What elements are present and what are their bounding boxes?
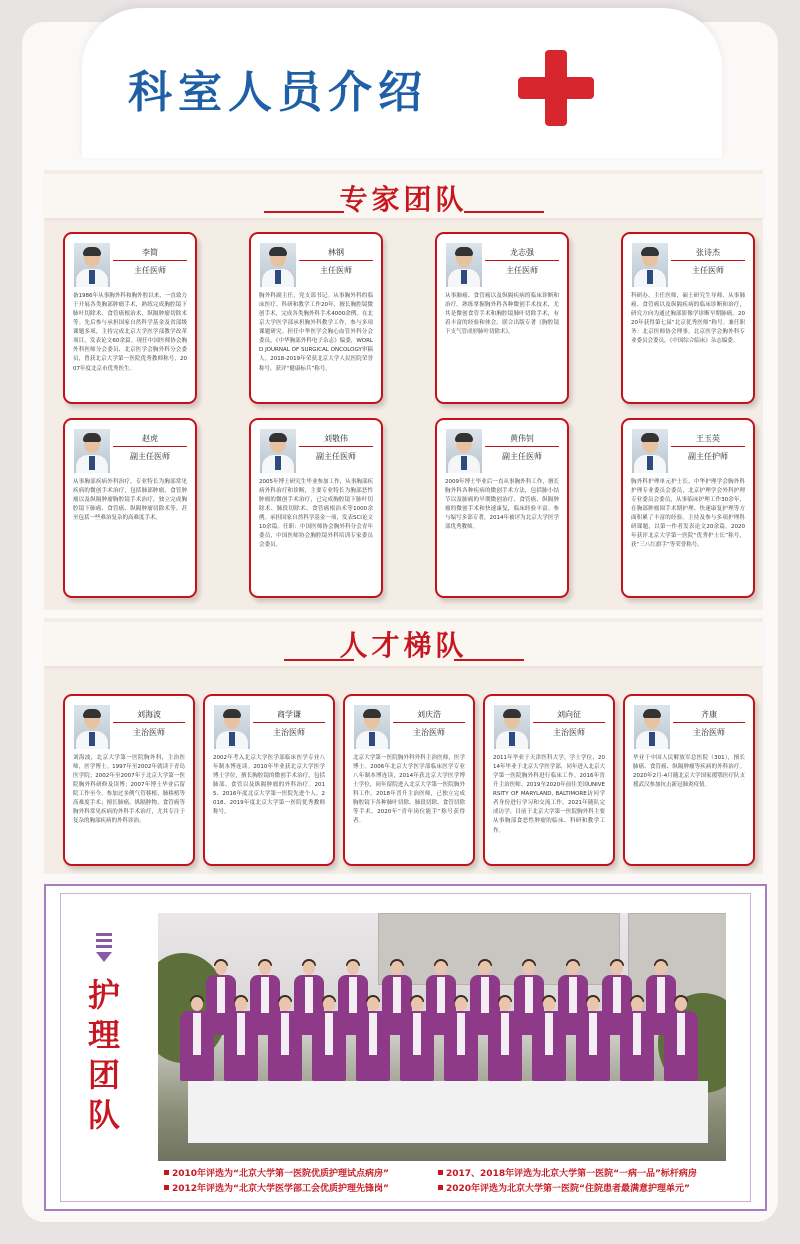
nurse-figure <box>356 1011 390 1081</box>
divider <box>671 446 745 447</box>
divider <box>113 260 187 261</box>
avatar <box>214 705 250 749</box>
person-role: 副主任医师 <box>130 452 170 461</box>
nurse-figure <box>312 1011 346 1081</box>
divider <box>533 722 605 723</box>
avatar <box>74 243 110 287</box>
divider <box>673 722 745 723</box>
avatar <box>634 705 670 749</box>
avatar <box>74 429 110 473</box>
award-line: 2012年评选为“北京大学医学部工会优质护理先锋岗” <box>164 1181 389 1194</box>
person-name: 刘敬伟 <box>324 434 348 443</box>
person-role: 主任医师 <box>692 266 724 275</box>
chevron-bar-icon <box>96 939 112 942</box>
person-description: 从事肺癌、食管癌以及纵隔疾病的临床诊断和治疗。熟练掌握胸外科各种微创手术技术，尤其是微创食管手术和胸腔镜肺叶切除手术，有着丰富的经验和体会。联合出版专著《胸腔镜下支气管成形肺叶切除术》。 <box>445 293 559 336</box>
person-description: 2002年考入北京大学医学部临床医学专业八年制本博连读。2010年毕业获北京大学医学博士学位，擅长胸腔镜的微创手术治疗，包括肺部、食管以及纵隔肿瘤的外科治疗。2015、2016年度北京大学第一医院先进个人。2018、2019年度北京大学第一医院优秀教师称号。 <box>213 755 325 816</box>
person-description: 胸外科副主任，党支部书记。从事胸外科的临床医疗、科研和教学工作20年，擅长胸腔镜微创手术，完成各类胸外科手术4000余例。在北京大学医学部承担胸外科教学工作，参与多项课题研究。担任中华医学会胸心血管外科分会委员，《中华胸部外科电子杂志》编委，WORLD JOURNAL OF SURGICAL ONCOLOGY审稿人。2018-2019年荣获北京大学人民医院荣誉称号，获评“健康标兵”称号。 <box>259 293 373 372</box>
person-card <box>63 694 195 866</box>
award-line: 2010年评选为“北京大学第一医院优质护理试点病房” <box>164 1166 389 1179</box>
person-card <box>435 232 569 404</box>
nursing-title-char: 队 <box>87 1096 120 1134</box>
award-line: 2020年评选为北京大学第一医院“住院患者最满意护理单元” <box>438 1181 690 1194</box>
person-card <box>623 694 755 866</box>
red-cross-icon <box>518 50 594 126</box>
person-card <box>249 232 383 404</box>
nursing-title-char: 理 <box>87 1016 120 1054</box>
person-card <box>435 418 569 598</box>
building <box>378 913 620 985</box>
avatar <box>446 429 482 473</box>
nurse-figure <box>400 1011 434 1081</box>
person-description: 胸外科护理单元护士长，中华护理学会胸外科护理专业委员会委员，北京护理学会外科护理专业委员会委员，从事临床护理工作30余年，在胸部肿瘤围手术期护理、快速康复护理等方面积累了丰富的经验。主持及参与多项护理科研课题，以第一作者发表论文20余篇。2020年获评北京大学第一医院“优秀护士长”称号，获“三八红旗手”等荣誉称号。 <box>631 479 745 549</box>
divider <box>299 260 373 261</box>
person-description: 毕业于中国人民解放军总医院（301），擅长肺癌、食管癌、纵隔肿瘤等疾病的外科治疗。2020年2月-4月随北京大学国家援鄂医疗队支援武汉参加抗击新冠肺炎疫情。 <box>633 755 745 789</box>
avatar <box>632 429 668 473</box>
person-description: 刘海波，北京大学第一医院胸外科，主治医师，医学博士。1997年至2002年就读于青岛医学院；2002年至2007年于北京大学第一医院胸外科研修及读博；2007年博士毕业后留院工作至今。参加过多例气管移植、肺移植等高难度手术；擅长肺癌、纵隔肿物、食管癌等胸外科常见疾病的外科手术治疗，尤其专注于复杂的胸部疾病的外科诊治。 <box>73 755 185 825</box>
person-card <box>63 418 197 598</box>
person-card <box>249 418 383 598</box>
person-role: 主治医师 <box>693 728 725 737</box>
divider <box>299 446 373 447</box>
person-role: 副主任医师 <box>502 452 542 461</box>
person-role: 主任医师 <box>134 266 166 275</box>
nurse-figure <box>620 1011 654 1081</box>
person-name: 王玉英 <box>696 434 720 443</box>
nurse-figure <box>532 1011 566 1081</box>
divider <box>485 260 559 261</box>
person-name: 林钢 <box>328 248 344 257</box>
person-name: 黄伟钊 <box>510 434 534 443</box>
person-card <box>483 694 615 866</box>
talent-title: 人才梯队 <box>339 629 468 662</box>
avatar <box>494 705 530 749</box>
person-description: 2011年毕业于天津医科大学，学士学位，2014年毕业于北京大学医学部，同年进入北京大学第一医院胸外科进行临床工作。2016年晋升主治医师。2019至2020年前往美国UNIVERSITY OF MARYLAND, BALTIMORE访问学者身份进行学习和交流工作。2021年随队完成访学，目前于北京大学第一医院胸外科主要从事胸部食恶性肿瘤的临床、科研和教学工作。 <box>493 755 605 834</box>
seated-row <box>188 1081 708 1143</box>
divider <box>485 446 559 447</box>
nurse-figure <box>224 1011 258 1081</box>
person-role: 主治医师 <box>413 728 445 737</box>
divider <box>113 446 187 447</box>
divider <box>393 722 465 723</box>
person-role: 副主任医师 <box>316 452 356 461</box>
person-description: 北京大学第一医院胸外科外科主治医师，医学博士。2006年北京大学医学部临床医学专业八年制本博连读，2014年获北京大学医学博士学位，同年留院进入北京大学第一医院胸外科工作。2018年晋升主治医师，已独立完成胸腔镜下各种肺叶切除、肺段切除、食管切除等手术。2020年“青年岗位能手”称号获得者。 <box>353 755 465 825</box>
nursing-title-char: 团 <box>87 1056 120 1094</box>
avatar <box>260 429 296 473</box>
nurse-figure <box>268 1011 302 1081</box>
expert-title: 专家团队 <box>339 183 468 216</box>
nurse-figure <box>488 1011 522 1081</box>
person-name: 龙志强 <box>510 248 534 257</box>
person-name: 刘庆浩 <box>417 710 441 719</box>
person-name: 赵虎 <box>142 434 158 443</box>
avatar <box>632 243 668 287</box>
avatar <box>74 705 110 749</box>
avatar <box>446 243 482 287</box>
person-name: 李简 <box>142 248 158 257</box>
person-description: 科研办，主任医师，硕士研究生导师，从事肺癌、食管癌以及纵隔疾病的临床诊断和治疗，研究方向为通过胸部影像学诊断早期肺癌。2020年获得第七届“北京优秀医师”称号。兼任职务：北京医师协会理事，北京医学会胸外科专业委员会委员，《中国综合临床》杂志编委。 <box>631 293 745 345</box>
person-role: 主治医师 <box>553 728 585 737</box>
nursing-title-char: 护 <box>87 976 120 1014</box>
nurse-figure <box>444 1011 478 1081</box>
person-name: 刘海波 <box>137 710 161 719</box>
person-card <box>621 232 755 404</box>
person-name: 商学谦 <box>277 710 301 719</box>
chevron-down-icon <box>96 952 112 962</box>
chevron-bar-icon <box>96 933 112 936</box>
person-role: 主治医师 <box>133 728 165 737</box>
nurse-figure <box>180 1011 214 1081</box>
person-description: 备1986年从事胸外科和胸外腔以来，一直致力于开展各类胸部肿瘤手术，熟练完成胸腔镜下肺叶切除术、食管癌根治术、纵隔肿瘤切除术等。先后参与承担国家自然科学基金及省部级课题多项，主持完成北京大学医学部教学改革项目，发表论文60余篇。现任中国医师协会胸外科医师分会委员、北京医学会胸外科分会委员，曾获北京大学第一医院优秀教师称号，2007年度北京市优秀医生。 <box>73 293 187 372</box>
divider <box>253 722 325 723</box>
nurse-figure <box>664 1011 698 1081</box>
nurse-figure <box>576 1011 610 1081</box>
person-card <box>63 232 197 404</box>
page-title: 科室人员介绍 <box>128 67 428 118</box>
divider <box>671 260 745 261</box>
avatar <box>260 243 296 287</box>
avatar <box>354 705 390 749</box>
person-name: 张诗杰 <box>696 248 720 257</box>
person-description: 2009年博士毕业后一直从事胸外科工作，擅长胸外科各种疾病的微创手术方法，包括肺小结节以及肺癌的早期微创治疗、食管癌、纵隔肿瘤的微创手术和快速康复，临床经验丰富。参与编写多部专著，2014年被评为北京大学医学部优秀教师。 <box>445 479 559 531</box>
person-role: 主任医师 <box>320 266 352 275</box>
person-card <box>343 694 475 866</box>
person-name: 刘向征 <box>557 710 581 719</box>
person-name: 齐康 <box>701 710 717 719</box>
person-card <box>621 418 755 598</box>
person-description: 2005年博士研究生毕业参加工作，从事胸部疾病外科治疗和诊断，主要专业特长为胸部恶性肿瘤的微创手术治疗，已完成胸腔镜下肺叶切除术、肺段切除术、食管癌根治术等1000余例。承担国家自然科学基金一项，发表SCI论文10余篇。任职：中国医师协会胸外科分会青年委员，中国医师协会胸腔镜外科培训专家委员会委员。 <box>259 479 373 549</box>
chevron-bar-icon <box>96 945 112 948</box>
divider <box>113 722 185 723</box>
nursing-team-photo <box>158 913 726 1161</box>
person-description: 从事胸部疾病外科治疗，专业特长为胸部常见疾病的微创手术治疗，包括肺部肿瘤、食管肿瘤以及纵隔肿瘤胸腔镜手术治疗，独立完成胸腔镜下肺癌、食管癌、纵隔肿瘤切除术等。甚至包括一些难治复杂的高难度手术。 <box>73 479 187 522</box>
person-card <box>203 694 335 866</box>
person-role: 副主任护师 <box>688 452 728 461</box>
award-line: 2017、2018年评选为北京大学第一医院“一病一品”标杆病房 <box>438 1166 697 1179</box>
person-role: 主治医师 <box>273 728 305 737</box>
person-role: 主任医师 <box>506 266 538 275</box>
